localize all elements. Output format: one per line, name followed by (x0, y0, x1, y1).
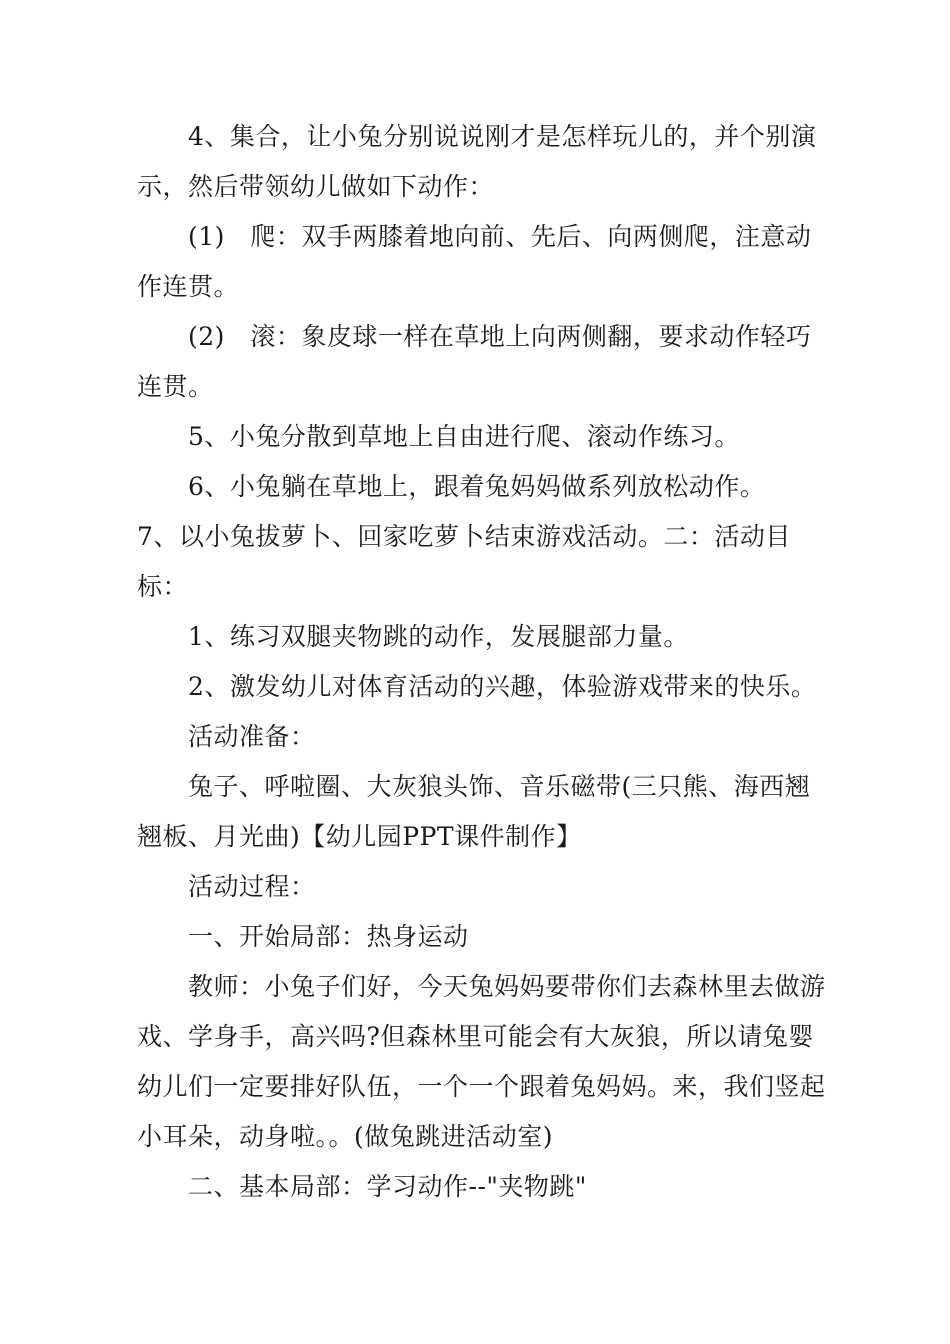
heading-process: 活动过程： (188, 872, 316, 901)
paragraph-gather: 4、集合，让小兔分别说说刚才是怎样玩儿的，并个别演示，然后带领幼儿做如下动作： (137, 122, 817, 201)
paragraph-relax: 6、小兔躺在草地上，跟着兔妈妈做系列放松动作。 (188, 472, 766, 501)
paragraph-end-game: 7、以小兔拔萝卜、回家吃萝卜结束游戏活动。二：活动目标： (137, 522, 791, 601)
heading-basic-part: 二、基本局部：学习动作--"夹物跳" (188, 1172, 587, 1201)
paragraph-crawl: (1) 爬：双手两膝着地向前、先后、向两侧爬，注意动作连贯。 (137, 222, 812, 301)
paragraph-materials: 兔子、呼啦圈、大灰狼头饰、音乐磁带(三只熊、海西翘翘板、月光曲)【幼儿园PPT课件制作】 (137, 772, 811, 851)
document-body (137, 112, 827, 1212)
paragraph-roll: (2) 滚：象皮球一样在草地上向两侧翻，要求动作轻巧连贯。 (137, 322, 812, 401)
heading-preparation: 活动准备： (188, 722, 316, 751)
paragraph-goal-2: 2、激发幼儿对体育活动的兴趣，体验游戏带来的快乐。 (188, 672, 817, 701)
paragraph-free-practice: 5、小兔分散到草地上自由进行爬、滚动作练习。 (188, 422, 740, 451)
paragraph-goal-1: 1、练习双腿夹物跳的动作，发展腿部力量。 (188, 622, 689, 651)
paragraph-teacher-speech: 教师：小兔子们好，今天兔妈妈要带你们去森林里去做游戏、学身手，高兴吗?但森林里可能会有大灰狼，所以请兔婴幼儿们一定要排好队伍，一个一个跟着兔妈妈。来，我们竖起小耳朵，动身啦。。(做兔跳进活动室) (137, 972, 826, 1151)
heading-warmup: 一、开始局部：热身运动 (188, 922, 469, 951)
